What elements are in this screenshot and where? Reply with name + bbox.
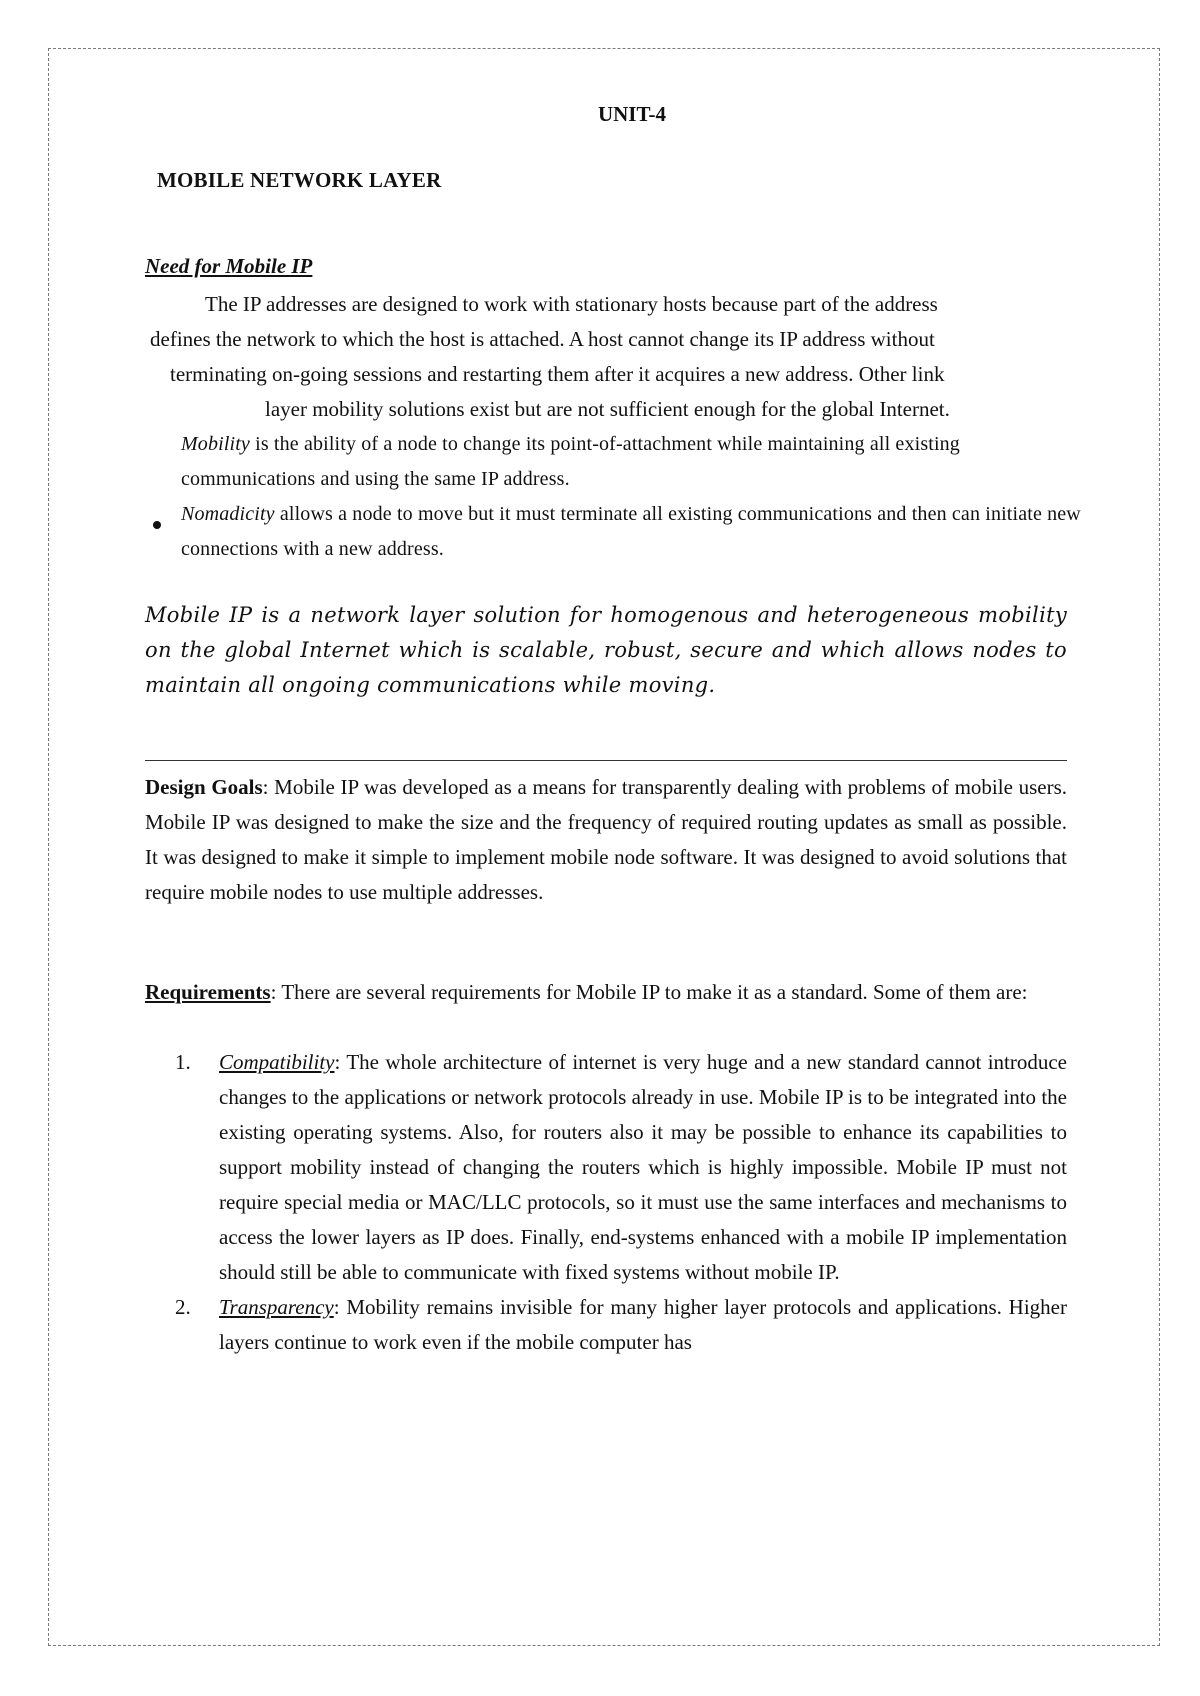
mobile-ip-definition: Mobile IP is a network layer solution for homogenous and heterogeneous mobility on the global Internet which is scalable, robust, secure and which allows nodes to maintain all ongoing communications while moving. xyxy=(145,603,1067,697)
intro-line: layer mobility solutions exist but are not sufficient enough for the global Internet. xyxy=(265,397,950,421)
list-number: 2. xyxy=(175,1295,191,1319)
requirements-text: : There are several requirements for Mobile IP to make it as a standard. Some of them are: xyxy=(270,980,1028,1004)
intro-line: terminating on-going sessions and restarting them after it acquires a new address. Other link xyxy=(170,362,945,386)
requirements-label: Requirements xyxy=(145,980,271,1004)
list-number: 1. xyxy=(175,1050,191,1074)
intro-line: defines the network to which the host is attached. A host cannot change its IP address without xyxy=(150,327,935,351)
design-goals-text: : Mobile IP was developed as a means for transparently dealing with problems of mobile users. Mobile IP was designed to make the size and the frequency of required routing updates as small as possible. It was designed to make it simple to implement mobile node software. It was designed to avoid solutions that require mobile nodes to use multiple addresses. xyxy=(145,775,1067,904)
requirement-text: : The whole architecture of internet is very huge and a new standard cannot introduce changes to the applications or network protocols already in use. Mobile IP is to be integrated into the existing operating systems. Also, for routers also it may be possible to enhance its capabilities to support mobility instead of changing the routers which is highly impossible. Mobile IP must not require special media or MAC/LLC protocols, so it must use the same interfaces and mechanisms to access the lower layers as IP does. Finally, end-systems enhanced with a mobile IP implementation should still be able to communicate with fixed systems without mobile IP. xyxy=(219,1050,1067,1284)
definition-term: Nomadicity xyxy=(181,503,275,525)
intro-line: The IP addresses are designed to work with stationary hosts because part of the address xyxy=(205,292,938,316)
definition-term: Mobility xyxy=(181,433,250,455)
section-heading: Need for Mobile IP xyxy=(145,254,313,278)
chapter-heading: MOBILE NETWORK LAYER xyxy=(157,168,442,192)
definition-mobility xyxy=(181,427,1081,497)
design-goals-paragraph xyxy=(145,770,1067,910)
unit-heading: UNIT-4 xyxy=(597,102,667,126)
requirements-list xyxy=(145,1045,1067,1360)
definition-text: allows a node to move but it must terminate all existing communications and then can initiate new connections with a new address. xyxy=(181,503,1081,560)
bullet-icon xyxy=(153,521,161,529)
design-goals-label: Design Goals xyxy=(145,775,263,799)
list-item xyxy=(145,1045,1067,1290)
requirement-text: : Mobility remains invisible for many higher layer protocols and applications. Higher layers continue to work even if the mobile computer has xyxy=(219,1295,1067,1354)
definition-text: is the ability of a node to change its point-of-attachment while maintaining all existing communications and using the same IP address. xyxy=(181,433,960,490)
horizontal-rule xyxy=(145,760,1067,761)
list-item xyxy=(145,1290,1067,1360)
requirement-name: Transparency xyxy=(219,1295,334,1319)
definition-nomadicity xyxy=(181,497,1081,567)
requirements-paragraph xyxy=(145,975,1067,1010)
requirement-name: Compatibility xyxy=(219,1050,335,1074)
